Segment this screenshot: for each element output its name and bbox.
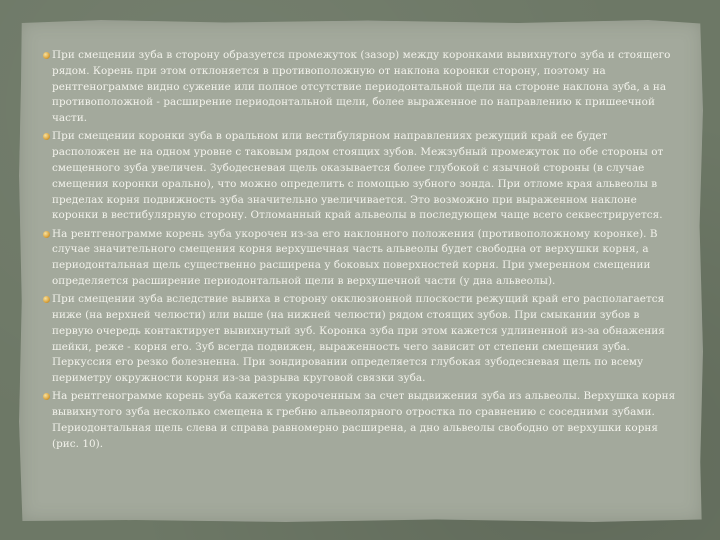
bullet-icon bbox=[43, 231, 50, 238]
list-item bbox=[52, 48, 676, 127]
paragraph-text: На рентгенограмме корень зуба укорочен из-за его наклонного положения (противоположному коронке). В случае значительного смещения корня верхушечная часть альвеолы будет свободна от верхушки корня, а периодонтальная щель существенно расширена у боковых поверхностей корня. При умеренном смещении определяется расширение периодонтальной щели в верхушечной части (у дна альвеолы). bbox=[52, 227, 658, 287]
paragraph-text: При смещении зуба в сторону образуется промежуток (зазор) между коронками вывихнутого зуба и стоящего рядом. Корень при этом отклоняется в противоположную от наклона коронки сторону, поэтому на рентгенограмме видно сужение или полное отсутствие периодонтальной щели на стороне наклона зуба, а на противоположной - расширение периодонтальной щели, более выраженное по направлению к пришеечной части. bbox=[52, 49, 671, 125]
bullet-icon bbox=[43, 52, 50, 59]
bullet-list bbox=[52, 48, 676, 455]
list-item bbox=[52, 389, 676, 452]
list-item bbox=[52, 292, 676, 387]
paragraph-text: На рентгенограмме корень зуба кажется укороченным за счет выдвижения зуба из альвеолы. Верхушка корня вывихнутого зуба несколько смещена к гребню альвеолярного отростка по сравнению с соседними зубами. Периодонтальная щель слева и справа равномерно расширена, а дно альвеолы свободно от верхушки корня (рис. 10). bbox=[52, 390, 676, 450]
list-item bbox=[52, 227, 676, 290]
paragraph-text: При смещении зуба вследствие вывиха в сторону окклюзионной плоскости режущий край его располагается ниже (на верхней челюсти) или выше (на нижней челюсти) рядом стоящих зубов. При смыкании зубов в первую очередь контактирует вывихнутый зуб. Коронка зуба при этом кажется удлиненной из-за обнажения шейки, реже - корня его. Зуб всегда подвижен, выраженность чего зависит от степени смещения зуба. Перкуссия его резко болезненна. При зондировании определяется глубокая зубодесневая щель по всему периметру окружности корня из-за разрыва круговой связки зуба. bbox=[52, 293, 665, 385]
list-item bbox=[52, 129, 676, 224]
paragraph-text: При смещении коронки зуба в оральном или вестибулярном направлениях режущий край ее будет расположен не на одном уровне с таковым рядом стоящих зубов. Межзубный промежуток по обе стороны от смещенного зуба увеличен. Зубодесневая щель оказывается более глубокой с язычной стороны (в случае смещения коронки орально), что можно определить с помощью зубного зонда. При отломе края альвеолы в пределах корня подвижность зуба значительно увеличивается. Это возможно при выраженном наклоне коронки в вестибулярную сторону. Отломанный край альвеолы в последующем чаще всего секвестрируется. bbox=[52, 130, 664, 222]
